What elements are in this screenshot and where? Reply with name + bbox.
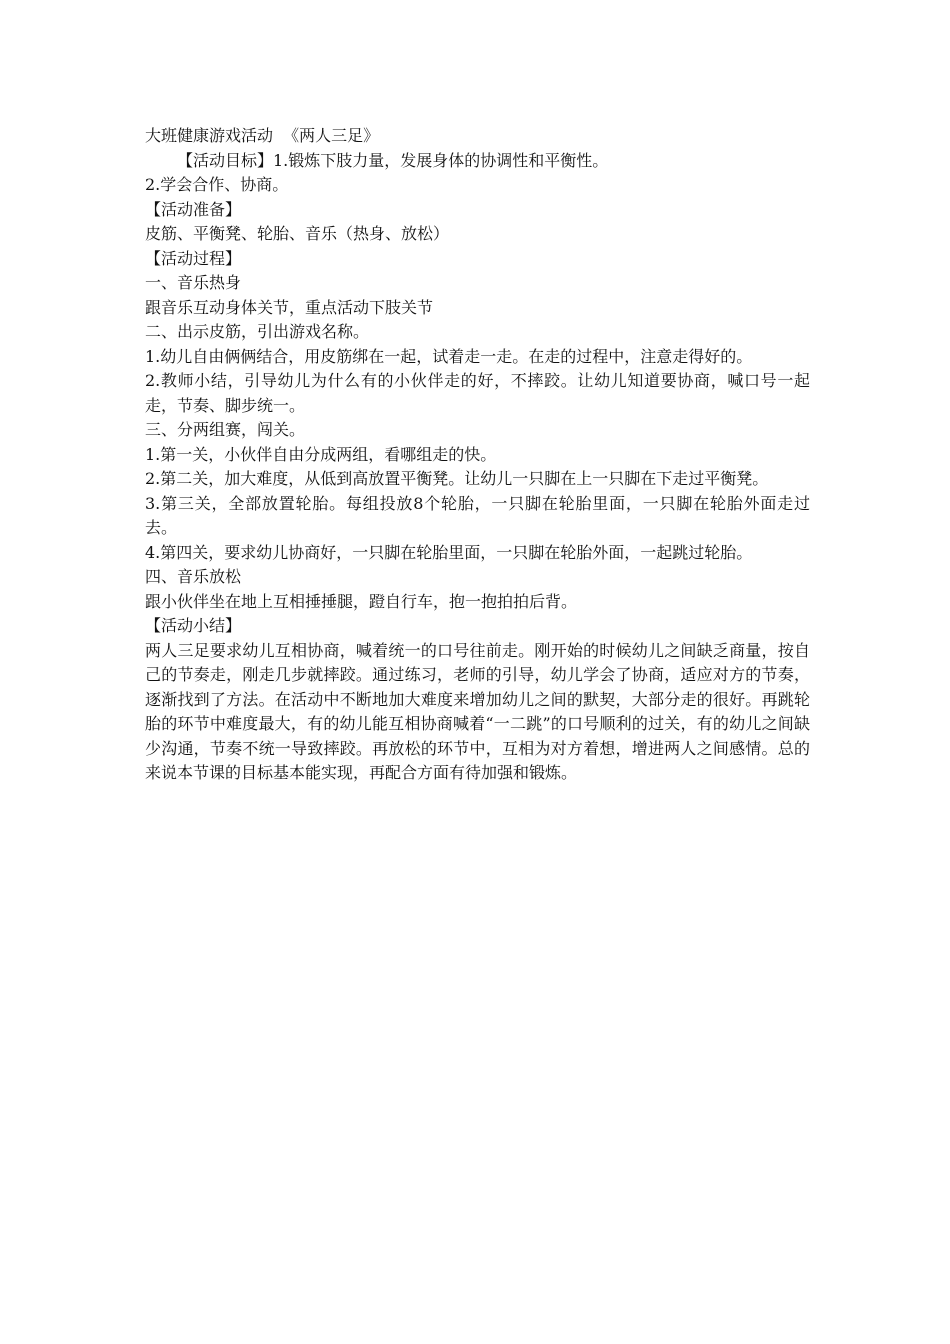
document-title: 大班健康游戏活动 《两人三足》 — [145, 126, 380, 145]
prep-text: 皮筋、平衡凳、轮胎、音乐（热身、放松） — [145, 224, 450, 243]
goal-item-2: 2.学会合作、协商。 — [145, 175, 289, 194]
step1-heading: 一、音乐热身 — [145, 273, 242, 292]
step2-item-2: 2.教师小结，引导幼儿为什么有的小伙伴走的好，不摔跤。让幼儿知道要协商，喊口号一起走，节奏、脚步统一。 — [145, 371, 810, 415]
step4-text: 跟小伙伴坐在地上互相捶捶腿，蹬自行车，抱一抱拍拍后背。 — [145, 591, 578, 611]
step4-heading: 四、音乐放松 — [145, 567, 242, 586]
summary-heading: 【活动小结】 — [145, 616, 242, 635]
step2-item-1: 1.幼儿自由俩俩结合，用皮筋绑在一起，试着走一走。在走的过程中，注意走得好的。 — [145, 346, 753, 366]
summary-text: 两人三足要求幼儿互相协商，喊着统一的口号往前走。刚开始的时候幼儿之间缺乏商量，按自己的节奏走，刚走几步就摔跤。通过练习，老师的引导，幼儿学会了协商，适应对方的节奏，逐渐找到了方法。在活动中不断地加大难度来增加幼儿之间的默契，大部分走的很好。再跳轮胎的环节中难度最大，有的幼儿能互相协商喊着“一二跳”的口号顺利的过关，有的幼儿之间缺少沟通，节奏不统一导致摔跤。再放松的环节中，互相为对方着想，增进两人之间感情。总的来说本节课的目标基本能实现，再配合方面有待加强和锻炼。 — [145, 640, 810, 782]
prep-heading: 【活动准备】 — [145, 199, 242, 219]
step3-item-2: 2.第二关，加大难度，从低到高放置平衡凳。让幼儿一只脚在上一只脚在下走过平衡凳。 — [145, 469, 769, 488]
step1-text: 跟音乐互动身体关节，重点活动下肢关节 — [145, 297, 434, 317]
goal-line: 【活动目标】1.锻炼下肢力量，发展身体的协调性和平衡性。 — [177, 150, 609, 170]
step3-heading: 三、分两组赛，闯关。 — [145, 420, 306, 439]
step3-item-3: 3.第三关，全部放置轮胎。每组投放8个轮胎，一只脚在轮胎里面，一只脚在轮胎外面走过去。 — [145, 493, 810, 537]
process-heading: 【活动过程】 — [145, 248, 242, 268]
step3-item-1: 1.第一关，小伙伴自由分成两组，看哪组走的快。 — [145, 444, 497, 464]
step2-heading: 二、出示皮筋，引出游戏名称。 — [145, 322, 370, 341]
step3-item-4: 4.第四关，要求幼儿协商好，一只脚在轮胎里面，一只脚在轮胎外面，一起跳过轮胎。 — [145, 542, 753, 562]
document-page — [145, 124, 810, 786]
